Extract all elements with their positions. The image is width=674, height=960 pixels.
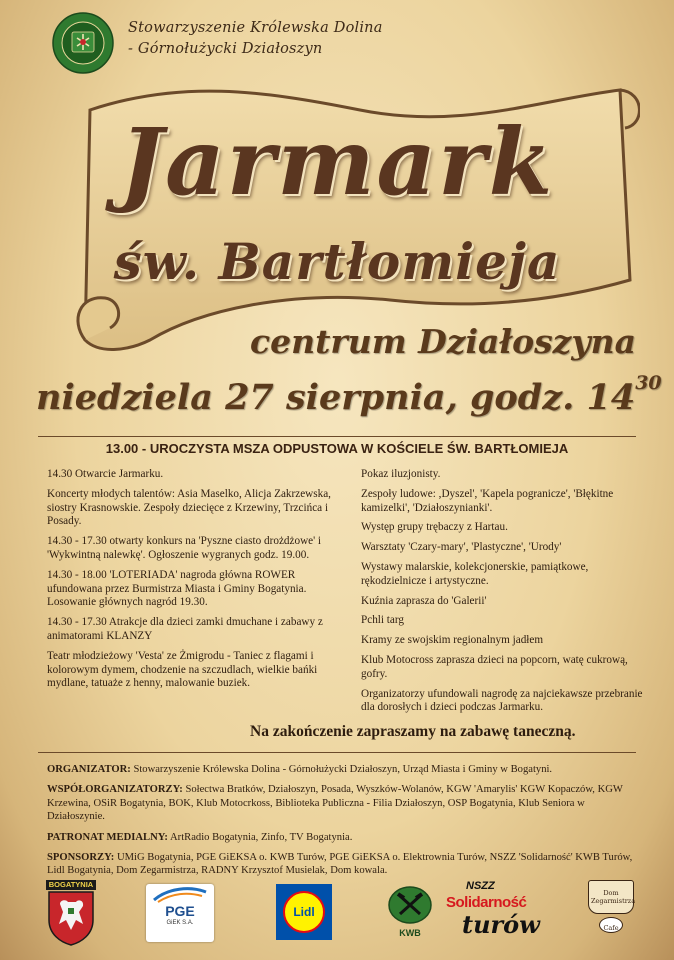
program-item: 14.30 - 17.30 otwarty konkurs na 'Pyszne ciasto drożdżowe' i 'Wykwintną nalewkę'. Ogłoszenie wygranych godz. 19.00.: [47, 535, 322, 561]
program-item: 14.30 - 18.00 'LOTERIADA' nagroda główna ROWER ufundowana przez Burmistrza Miasta i Gminy Bogatynia. Losowanie głównych nagród 19.30.: [47, 568, 307, 609]
bogatynia-logo-label: BOGATYNIA: [46, 880, 96, 890]
event-place: centrum Działoszyna: [250, 322, 636, 361]
kwb-logo-text: KWB: [399, 928, 421, 938]
closing-invitation: Na zakończenie zapraszamy na zabawę taneczną.: [250, 723, 576, 740]
event-date: [36, 372, 662, 418]
program-item: 14.30 - 17.30 Atrakcje dla dzieci zamki dmuchane i zabawy z animatorami KLANZY: [47, 616, 323, 642]
program-item: Wystawy malarskie, kolekcjonerskie, pamiątkowe, rękodzielnicze i artystyczne.: [361, 560, 589, 587]
event-subtitle: św. Bartłomieja: [113, 232, 561, 291]
kwb-logo: [388, 886, 432, 936]
program-item: Koncerty młodych talentów: Asia Maselko, Alicja Zakrzewska, siostry Krasnowskie. Zespoły dziecięce z Krzewiny, Trzcińca i Posady.: [47, 487, 331, 528]
cafe-badge: [599, 917, 623, 933]
lidl-logo-text: Lidl: [293, 905, 315, 919]
organization-name-line1: Stowarzyszenie Królewska Dolina: [128, 20, 383, 36]
mass-announcement: 13.00 - UROCZYSTA MSZA ODPUSTOWA W KOŚCIELE ŚW. BARTŁOMIEJA: [105, 441, 569, 456]
pge-swoosh-icon: [146, 884, 214, 904]
credits-media: [47, 831, 637, 844]
coorganizers-text: Sołectwa Bratków, Działoszyn, Posada, Wyszków-Wolanów, KGW 'Amarylis' KGW Kopaczów, KGW Krzewina, OSiR Bogatynia, BOK, Klub Motocrkoss, Biblioteka Publiczna - Filia Działoszyn, OSP Bogatynia, Klub Seniora w Działoszynie.: [47, 784, 623, 823]
program-item: Kramy ze swojskim regionalnym jadłem: [361, 634, 544, 647]
media-label: PATRONAT MEDIALNY:: [47, 831, 168, 843]
cafe-text: Cafe: [603, 924, 619, 932]
lidl-logo: [276, 884, 332, 940]
kwb-emblem-icon: [388, 886, 432, 924]
credits: [47, 763, 637, 885]
nszz-text: NSZZ: [466, 880, 495, 892]
sponsors-text: UMiG Bogatynia, PGE GiEKSA o. KWB Turów, PGE GiEKSA o. Elektrownia Turów, NSZZ 'Solidarność' KWB Turów, Lidl Bogatynia, Dom Zegarmistrza, RADNY Krzysztof Musielak, Dom kowala.: [47, 852, 633, 877]
pge-logo-subtext: GiEK S.A.: [166, 920, 194, 926]
program-item: Występ grupy trębaczy z Hartau.: [361, 521, 508, 534]
program-item: 14.30 Otwarcie Jarmarku.: [47, 468, 164, 480]
media-text: ArtRadio Bogatynia, Zinfo, TV Bogatynia.: [170, 831, 353, 843]
program-item: Zespoły ludowe: ,Dyszel', 'Kapela pogranicze', 'Błękitne kamizelki', 'Działoszynianki'.: [361, 487, 614, 514]
organizer-label: ORGANIZATOR:: [47, 764, 131, 775]
credits-coorganizers: [47, 783, 637, 823]
credits-sponsors: [47, 851, 637, 878]
dom-zegarmistrza-logo: [588, 880, 634, 944]
divider-top: [38, 436, 636, 437]
divider-bottom: [38, 752, 636, 753]
turow-text: turów: [462, 910, 540, 939]
event-date-text: niedziela 27 sierpnia, godz. 14: [36, 377, 636, 418]
solidarnosc-logo: [436, 880, 564, 940]
program-left: [47, 468, 352, 697]
event-title: Jarmark: [119, 108, 555, 216]
sponsors-label: SPONSORZY:: [47, 852, 115, 864]
program-item: Klub Motocross zaprasza dzieci na popcorn, watę cukrową, gofry.: [361, 653, 628, 680]
dom-zegarmistrza-text: Dom Zegarmistrza: [588, 880, 634, 914]
bogatynia-logo: [46, 880, 96, 946]
organization-emblem-icon: [52, 12, 114, 74]
pge-logo: [146, 884, 214, 942]
program-item: Organizatorzy ufundowali nagrodę za najciekawsze przebranie dla dorosłych i dzieci podczas Jarmarku.: [361, 687, 643, 714]
program-item: Kuźnia zaprasza do 'Galerii': [361, 594, 487, 607]
organizer-text: Stowarzyszenie Królewska Dolina - Górnołużycki Działoszyn, Urząd Miasta i Gminy w Bogatyni.: [133, 764, 553, 775]
program-item: Warsztaty 'Czary-mary', 'Plastyczne', 'Urody': [361, 541, 562, 554]
lidl-circle: [283, 891, 325, 933]
program-item: Teatr młodzieżowy 'Vesta' ze Żmigrodu - Taniec z flagami i kolorowym dymem, chodzenie na szczudlach, wielkie bańki mydlane, tatuaże z henny, malowanie buziek.: [47, 649, 318, 690]
credits-organizer: [47, 763, 637, 776]
program-item: Pchli targ: [361, 614, 404, 627]
organization-name: [128, 18, 383, 60]
program-item: Pokaz iluzjonisty.: [361, 468, 441, 480]
solidarnosc-text: Solidarność: [446, 894, 527, 911]
event-time-minutes: 30: [635, 372, 662, 394]
pge-logo-text: PGE: [165, 903, 195, 919]
coat-of-arms-icon: [46, 890, 96, 946]
program-right: [361, 468, 651, 721]
organization-name-line2: - Górnołużycki Działoszyn: [128, 41, 323, 57]
coorganizers-label: WSPÓŁORGANIZATORZY:: [47, 784, 183, 796]
